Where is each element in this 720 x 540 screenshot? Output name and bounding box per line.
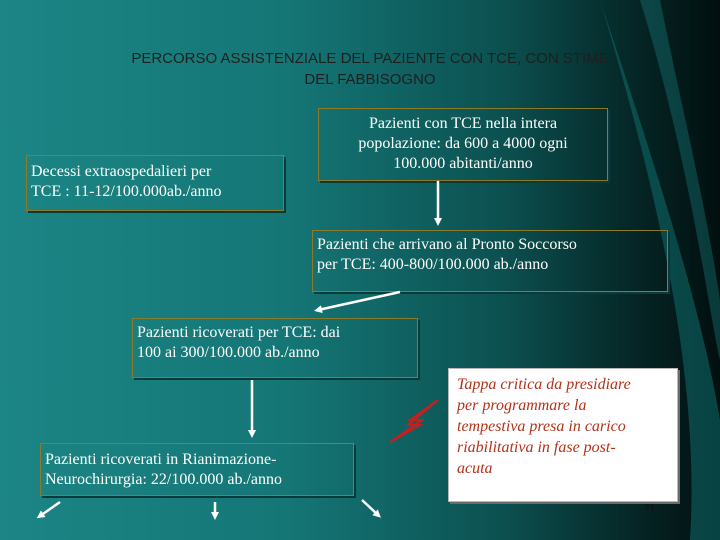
- note-line-1: Tappa critica da presidiare: [457, 376, 631, 393]
- lightning-bolt-icon: [390, 400, 438, 442]
- population-line-2: popolazione: da 600 a 4000 ogni: [358, 135, 568, 152]
- icu-line-2: Neurochirurgia: 22/100.000 ab./anno: [45, 471, 282, 488]
- title-line-2: DEL FABBISOGNO: [304, 71, 436, 88]
- deaths-line-1: Decessi extraospedalieri per: [31, 163, 212, 180]
- note-line-2: per programmare la: [457, 397, 587, 414]
- diagonal-arrow-icon: [40, 502, 60, 516]
- diagonal-arrow-icon: [318, 292, 400, 310]
- page-number: 71: [644, 502, 655, 514]
- note-line-4: riabilitativa in fase post-: [457, 439, 616, 456]
- population-line-1: Pazienti con TCE nella intera: [368, 115, 558, 132]
- diagonal-arrow-icon: [362, 500, 378, 515]
- icu-line-1: Pazienti ricoverati in Rianimazione-: [45, 451, 277, 468]
- er-line-2: per TCE: 400-800/100.000 ab./anno: [317, 256, 549, 273]
- deaths-line-2: TCE : 11-12/100.000ab./anno: [31, 183, 222, 200]
- er-line-1: Pazienti che arrivano al Pronto Soccorso: [317, 236, 577, 253]
- note-line-5: acuta: [457, 460, 493, 477]
- title-line-1: PERCORSO ASSISTENZIALE DEL PAZIENTE CON TCE, CON STIME: [131, 50, 609, 67]
- hospitalized-line-1: Pazienti ricoverati per TCE: dai: [137, 324, 341, 341]
- hospitalized-line-2: 100 ai 300/100.000 ab./anno: [137, 344, 320, 361]
- population-line-3: 100.000 abitanti/anno: [393, 155, 533, 172]
- note-line-3: tempestiva presa in carico: [457, 418, 626, 435]
